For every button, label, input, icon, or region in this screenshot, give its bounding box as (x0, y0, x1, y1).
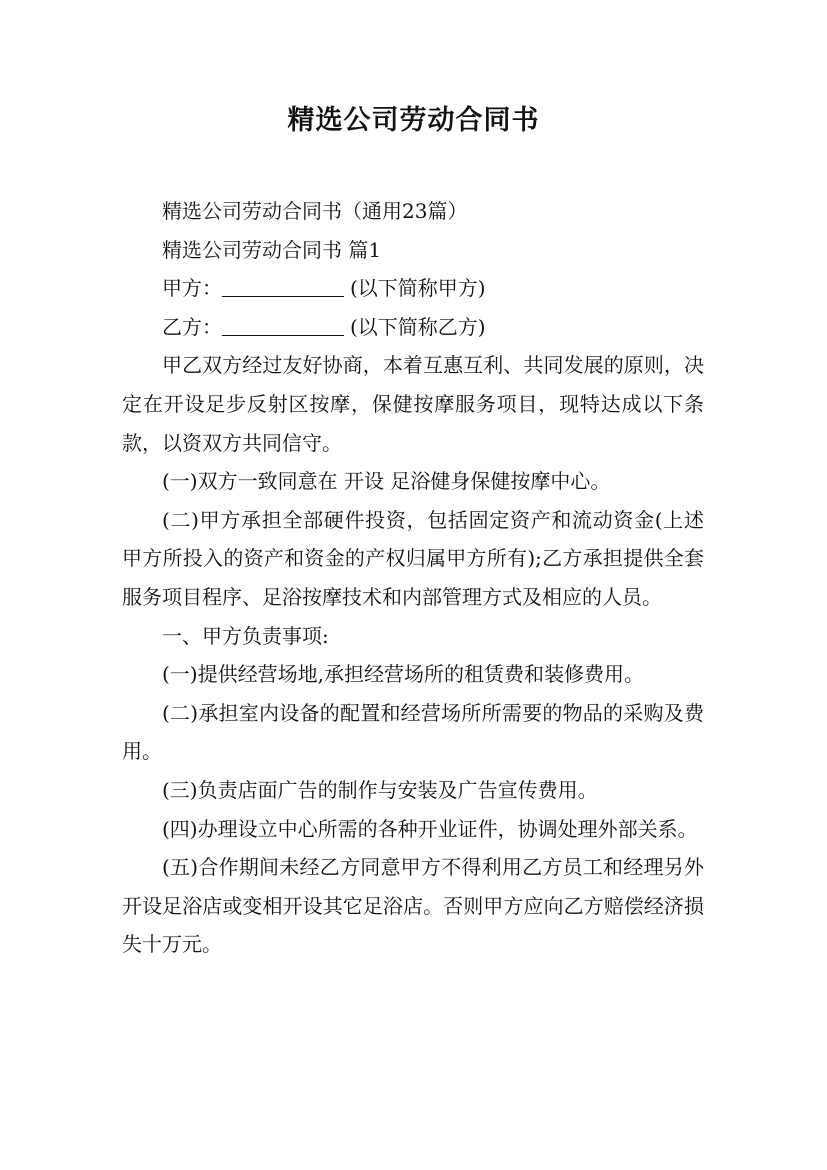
paragraph-duty-4: (四)办理设立中心所需的各种开业证件，协调处理外部关系。 (162, 816, 698, 841)
paragraph-section-heading: 精选公司劳动合同书 篇1 (162, 237, 382, 262)
paragraph-preamble: 甲乙双方经过友好协商，本着互惠互利、共同发展的原则，决定在开设足步反射区按摩，保健按摩服务项目，现特达成以下条款，以资双方共同信守。 (122, 353, 704, 455)
party-b-label: 乙方： (162, 314, 222, 339)
party-a-label: 甲方： (162, 276, 222, 301)
paragraph-party-a-duties-heading: 一、甲方负责事项: (162, 623, 329, 648)
party-a-blank-line (222, 272, 344, 297)
paragraph-duty-1: (一)提供经营场地,承担经营场所的租赁费和装修费用。 (162, 662, 644, 687)
document-body (122, 192, 704, 964)
paragraph-clause-1: (一)双方一致同意在 开设 足浴健身保健按摩中心。 (162, 469, 611, 494)
paragraph-duty-2: (二)承担室内设备的配置和经营场所所需要的物品的采购及费用。 (122, 700, 704, 764)
party-a-suffix: (以下简称甲方) (350, 276, 486, 301)
paragraph-duty-5: (五)合作期间未经乙方同意甲方不得利用乙方员工和经理另外开设足浴店或变相开设其它足浴店。否则甲方应向乙方赔偿经济损失十万元。 (122, 855, 704, 957)
paragraph-duty-3: (三)负责店面广告的制作与安装及广告宣传费用。 (162, 777, 598, 802)
party-b-blank-line (222, 311, 344, 336)
paragraph-subtitle: 精选公司劳动合同书（通用23篇） (162, 199, 468, 223)
party-b-suffix: (以下简称乙方) (350, 314, 486, 339)
document-title: 精选公司劳动合同书 (287, 105, 540, 136)
paragraph-party-b (122, 308, 704, 347)
paragraph-clause-2: (二)甲方承担全部硬件投资，包括固定资产和流动资金(上述甲方所投入的资产和资金的产权归属甲方所有);乙方承担提供全套服务项目程序、足浴按摩技术和内部管理方式及相应的人员。 (122, 507, 704, 609)
paragraph-party-a (122, 269, 704, 308)
